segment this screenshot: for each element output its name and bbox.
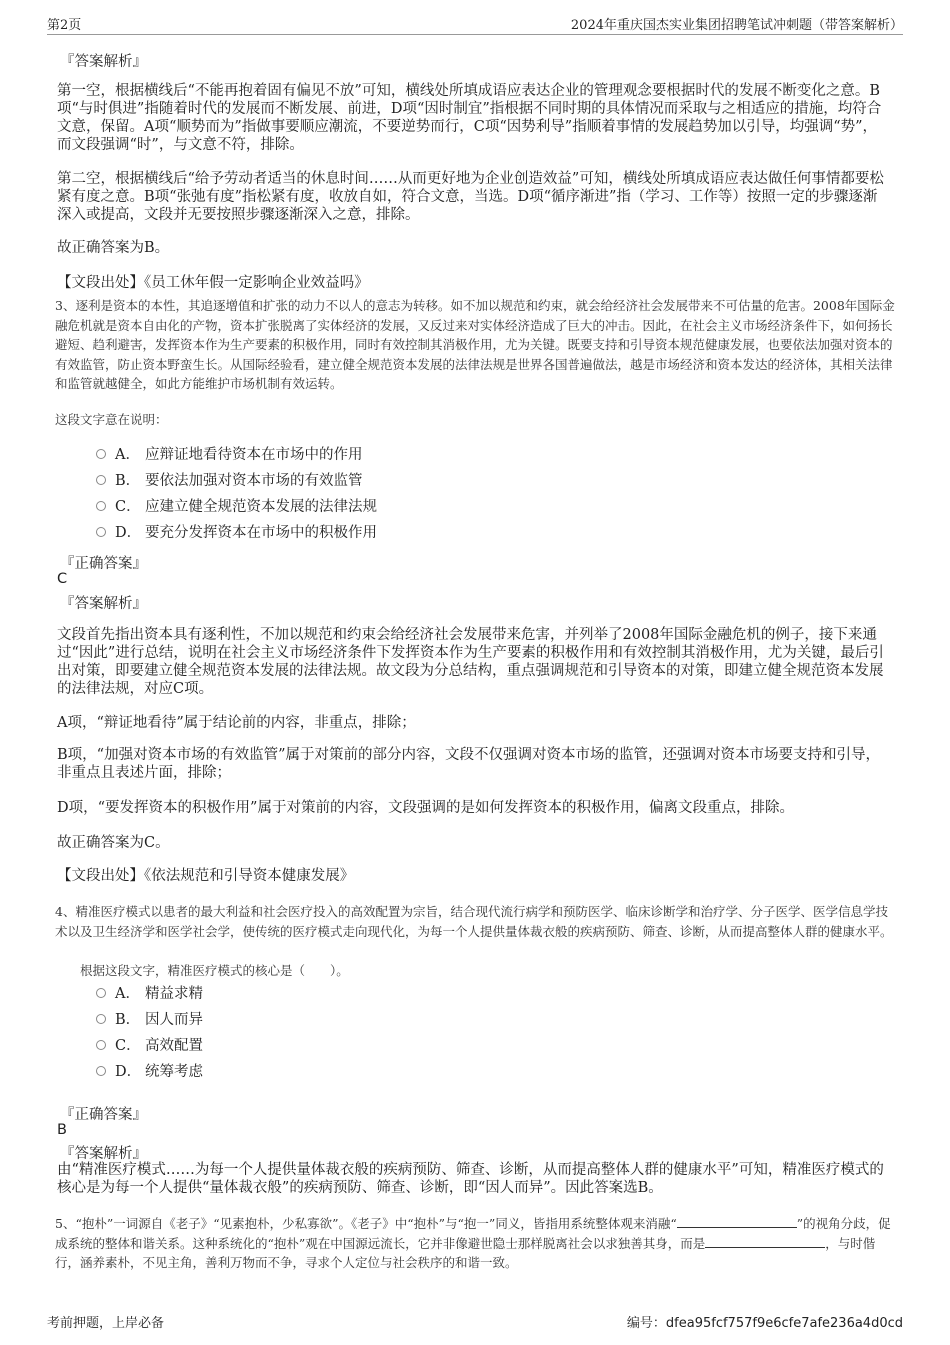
q3-option-b[interactable]: [96, 471, 363, 491]
q3-analysis-p2: A项，“辩证地看待”属于结论前的内容，非重点，排除；: [57, 715, 416, 731]
option-text: 要充分发挥资本在市场中的积极作用: [145, 525, 377, 541]
q5-stem-b: ”的视角分歧，促成系统的整体和谐关系。这种系统化的“抱朴”观在中国源远流长，它并非像避世隐士那样脱离社会以求独善其身，而是: [55, 1216, 891, 1251]
option-letter: B．: [115, 1012, 141, 1028]
q3-answer-label: 『正确答案』: [60, 556, 147, 572]
option-letter: D．: [115, 525, 142, 541]
q3-option-c[interactable]: [96, 497, 377, 517]
q4-analysis-p1: 由“精准医疗模式……为每一个人提供量体裁衣般的疾病预防、筛查、诊断，从而提高整体人群的健康水平”可知，精准医疗模式的核心是为每一个人提供“量体裁衣般”的疾病预防、筛查、诊断，即“因人而异”。因此答案选B。: [57, 1162, 884, 1196]
q4-stem: 4、精准医疗模式以患者的最大利益和社会医疗投入的高效配置为宗旨，结合现代流行病学和预防医学、临床诊断学和治疗学、分子医学、医学信息学技术以及卫生经济学和医学社会学，使传统的医疗模式走向现代化，为每一个人提供量体裁衣般的疾病预防、筛查、诊断，从而提高整体人群的健康水平。: [55, 904, 893, 939]
option-text: 精益求精: [145, 986, 203, 1002]
page-number: 第2页: [47, 18, 82, 33]
page-header: [47, 14, 903, 35]
radio-icon[interactable]: [96, 1040, 106, 1050]
option-text: 统筹考虑: [145, 1064, 203, 1080]
q3-answer: C: [57, 571, 68, 587]
q5-stem: [55, 1214, 900, 1273]
q3-option-d[interactable]: [96, 523, 377, 543]
option-text: 要依法加强对资本市场的有效监管: [145, 473, 363, 489]
q3-analysis-p4: D项，“要发挥资本的积极作用”属于对策前的内容，文段强调的是如何发挥资本的积极作用，偏离文段重点，排除。: [57, 800, 794, 816]
q4-question: 根据这段文字，精准医疗模式的核心是（ ）。: [80, 963, 349, 978]
option-letter: D．: [115, 1064, 142, 1080]
option-letter: B．: [115, 473, 141, 489]
q2-analysis-label: 『答案解析』: [60, 54, 147, 70]
radio-icon[interactable]: [96, 501, 106, 511]
q4-answer-label: 『正确答案』: [60, 1107, 147, 1123]
radio-icon[interactable]: [96, 449, 106, 459]
q5-blank-1[interactable]: [677, 1215, 797, 1228]
radio-icon[interactable]: [96, 988, 106, 998]
q3-analysis-p3: B项，“加强对资本市场的有效监管”属于对策前的部分内容，文段不仅强调对资本市场的监管，还强调对资本市场要支持和引导，非重点且表述片面，排除；: [57, 747, 880, 781]
q5-blank-2[interactable]: [705, 1235, 825, 1248]
option-letter: A．: [115, 986, 140, 1002]
radio-icon[interactable]: [96, 475, 106, 485]
footer-slogan: 考前押题，上岸必备: [47, 1316, 165, 1331]
q2-analysis-p1: 第一空，根据横线后“不能再抱着固有偏见不放”可知，横线处所填成语应表达企业的管理观念要根据时代的发展不断变化之意。B项“与时俱进”指随着时代的发展而不断发展、前进，D项“因时制宜”指根据不同时期的具体情况而采取与之相适应的措施，均符合文意，保留。A项“顺势而为”指做事要顺应潮流，不要逆势而行，C项“因势利导”指顺着事情的发展趋势加以引导，均强调“势”，而文段强调“时”，与文意不符，排除。: [57, 83, 882, 153]
q3-question: 这段文字意在说明：: [55, 412, 168, 427]
q2-source: 【文段出处】《员工休年假一定影响企业效益吗》: [57, 275, 369, 291]
q4-option-c[interactable]: [96, 1036, 203, 1056]
option-text: 应建立健全规范资本发展的法律法规: [145, 499, 377, 515]
document-id: 编号：dfea95fcf757f9e6cfe7afe236a4d0cd: [626, 1316, 903, 1331]
option-text: 应辩证地看待资本在市场中的作用: [145, 447, 363, 463]
option-text: 因人而异: [145, 1012, 203, 1028]
q4-option-a[interactable]: [96, 984, 203, 1004]
q3-stem: 3、逐利是资本的本性，其追逐增值和扩张的动力不以人的意志为转移。如不加以规范和约束，就会给经济社会发展带来不可估量的危害。2008年国际金融危机就是资本自由化的产物，资本扩张脱离了实体经济的发展，又反过来对实体经济造成了巨大的冲击。因此，在社会主义市场经济条件下，如何扬长避短、趋利避害，发挥资本作为生产要素的积极作用，同时有效控制其消极作用，尤为关键。既要支持和引导资本规范健康发展，也要依法加强对资本的有效监管，防止资本野蛮生长。从国际经验看，建立健全规范资本发展的法律法规是世界各国普遍做法，越是市场经济和资本发达的经济体，其相关法律和监管就越健全，如此方能维护市场机制有效运转。: [55, 298, 895, 391]
option-text: 高效配置: [145, 1038, 203, 1054]
q3-analysis-label: 『答案解析』: [60, 596, 147, 612]
q4-option-b[interactable]: [96, 1010, 203, 1030]
option-letter: A．: [115, 447, 140, 463]
q5-stem-a: 5、“抱朴”一词源自《老子》“见素抱朴，少私寡欲”。《老子》中“抱朴”与“抱一”同义，皆指用系统整体观来消融“: [55, 1216, 677, 1231]
q3-conclusion: 故正确答案为C。: [57, 835, 170, 851]
q4-option-d[interactable]: [96, 1062, 203, 1082]
q3-source: 【文段出处】《依法规范和引导资本健康发展》: [57, 868, 355, 884]
radio-icon[interactable]: [96, 1014, 106, 1024]
option-letter: C．: [115, 1038, 141, 1054]
doc-title: 2024年重庆国杰实业集团招聘笔试冲刺题（带答案解析）: [570, 18, 903, 33]
q4-answer: B: [57, 1122, 67, 1138]
q5-stem-c: ，与时偕行，涵养素朴，不见主角，善利万物而不争，寻求个人定位与社会秩序的和谐一致。: [55, 1235, 876, 1270]
q2-conclusion: 故正确答案为B。: [57, 240, 170, 256]
q3-option-a[interactable]: [96, 445, 363, 465]
radio-icon[interactable]: [96, 527, 106, 537]
option-letter: C．: [115, 499, 141, 515]
radio-icon[interactable]: [96, 1066, 106, 1076]
q4-analysis-label: 『答案解析』: [60, 1146, 147, 1162]
q3-analysis-p1: 文段首先指出资本具有逐利性，不加以规范和约束会给经济社会发展带来危害，并列举了2008年国际金融危机的例子，接下来通过“因此”进行总结，说明在社会主义市场经济条件下发挥资本作为生产要素的积极作用和有效控制其消极作用，尤为关键，最后引出对策，即要建立健全规范资本发展的法律法规。故文段为分总结构，重点强调规范和引导资本的对策，即建立健全规范资本发展的法律法规，对应C项。: [57, 627, 884, 697]
q2-analysis-p2: 第二空，根据横线后“给予劳动者适当的休息时间……从而更好地为企业创造效益”可知，横线处所填成语应表达做任何事情都要松紧有度之意。B项“张弛有度”指松紧有度，收放自如，符合文意，当选。D项“循序渐进”指（学习、工作等）按照一定的步骤逐渐深入或提高，文段并无要按照步骤逐渐深入之意，排除。: [57, 171, 884, 223]
